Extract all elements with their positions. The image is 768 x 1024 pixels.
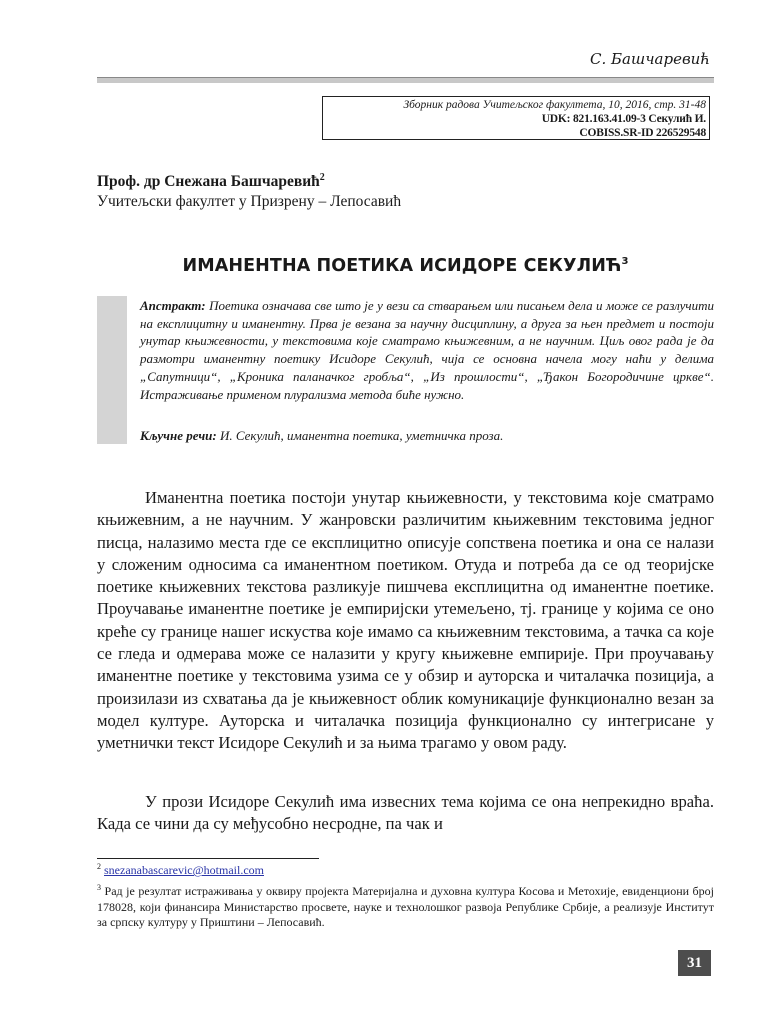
- citation-box: [322, 96, 710, 140]
- author-email-link[interactable]: snezanabascarevic@hotmail.com: [104, 863, 264, 877]
- footnote-2-mark: 2: [97, 862, 101, 871]
- article-title-text: ИМАНЕНТНА ПОЕТИКА ИСИДОРЕ СЕКУЛИЋ: [182, 256, 622, 276]
- page-number-badge: 31: [678, 950, 711, 976]
- footnote-3-text: Рад је резултат истраживања у оквиру пројекта Материјална и духовна култура Косова и Метохије, евиденциони број 178028, који финансира Министарство просвете, науке и технолошког развоја Републике Србије, а реализује Институт за српску културу у Приштини – Лепосавић.: [97, 884, 714, 929]
- author-name: Проф. др Снежана Башчаревић: [97, 173, 320, 191]
- abstract-text: Поетика означава све што је у вези са стварањем или писањем дела и може се разлучити на експлицитну и иманентну. Прва је везана за научну дисциплину, а друга за њен предмет и постоји унутар књижевности, у текстовима које сматрамо књижевним, а не научним. Циљ овог рада је да размотри иманентну поетику Исидоре Секулић, чија се основна начела могу наћи у делима „Сапутници“, „Кроника паланачког гробља“, „Из прошлости“, „Ђакон Богородичине цркве“. Истраживање применом плурализма метода биће нужно.: [140, 298, 714, 402]
- body-paragraph: Иманентна поетика постоји унутар књижевности, у текстовима које сматрамо књижевним, а не научним. У жанровски различитим књижевним текстовима једног писца, налазимо места где се експлицитно описује сопствена поетика и она се налази у сложеним односима са иманентном поетиком. Отуда и потреба да се од теоријске поетике књижевних текстова разликује пишчева експлицитна од иманентне поетике. Проучавање иманентне поетике је емпиријски утемељено, тј. границе у којима се оно креће су границе нашег искуства које имамо са књижевним текстовима, а тачка са које се гледа и одмерава може се налазити у кругу књижевне емпирије. При проучавању иманентне поетике у текстовима узима се у обзир и ауторска и читалачка позиција, а произилази из схватања да је књижевност облик комуникације функционално везан за модел културе. Ауторска и читалачка позиција функционално су интегрисане у уметнички текст Исидоре Секулић и за њима трагамо у овом раду.: [97, 488, 714, 753]
- article-title: [97, 256, 714, 276]
- author-line: [97, 172, 325, 191]
- citation-udk: UDK: 821.163.41.09-3 Секулић И.: [541, 113, 706, 125]
- footnote-rule: [97, 858, 319, 859]
- footnote-2: [97, 862, 264, 878]
- body-paragraph-2-container: [97, 791, 714, 836]
- affiliation: Учитељски факултет у Призрену – Лепосавић: [97, 193, 402, 210]
- abstract-side-bar: [97, 296, 127, 444]
- header-rule: [97, 77, 714, 83]
- citation-journal: Зборник радова Учитељског факултета, 10, 2016, стр. 31-48: [403, 99, 706, 111]
- abstract-label: Апстракт:: [140, 298, 206, 313]
- footnote-3-mark: 3: [97, 883, 101, 892]
- body-paragraph-1-container: [97, 487, 714, 755]
- body-paragraph: У прози Исидоре Секулић има извесних тема којима се она непрекидно враћа. Када се чини да су међусобно несродне, па чак и: [97, 792, 714, 834]
- citation-cobiss: COBISS.SR-ID 226529548: [579, 127, 706, 139]
- keywords: [140, 428, 714, 444]
- author-footnote-mark[interactable]: 2: [319, 172, 325, 183]
- abstract: [140, 297, 714, 403]
- keywords-text: И. Секулић, иманентна поетика, уметничка проза.: [216, 428, 504, 443]
- title-footnote-mark[interactable]: 3: [621, 256, 629, 268]
- running-head: С. Башчаревић: [590, 50, 710, 68]
- footnote-3: [97, 880, 714, 931]
- keywords-label: Кључне речи:: [140, 428, 217, 443]
